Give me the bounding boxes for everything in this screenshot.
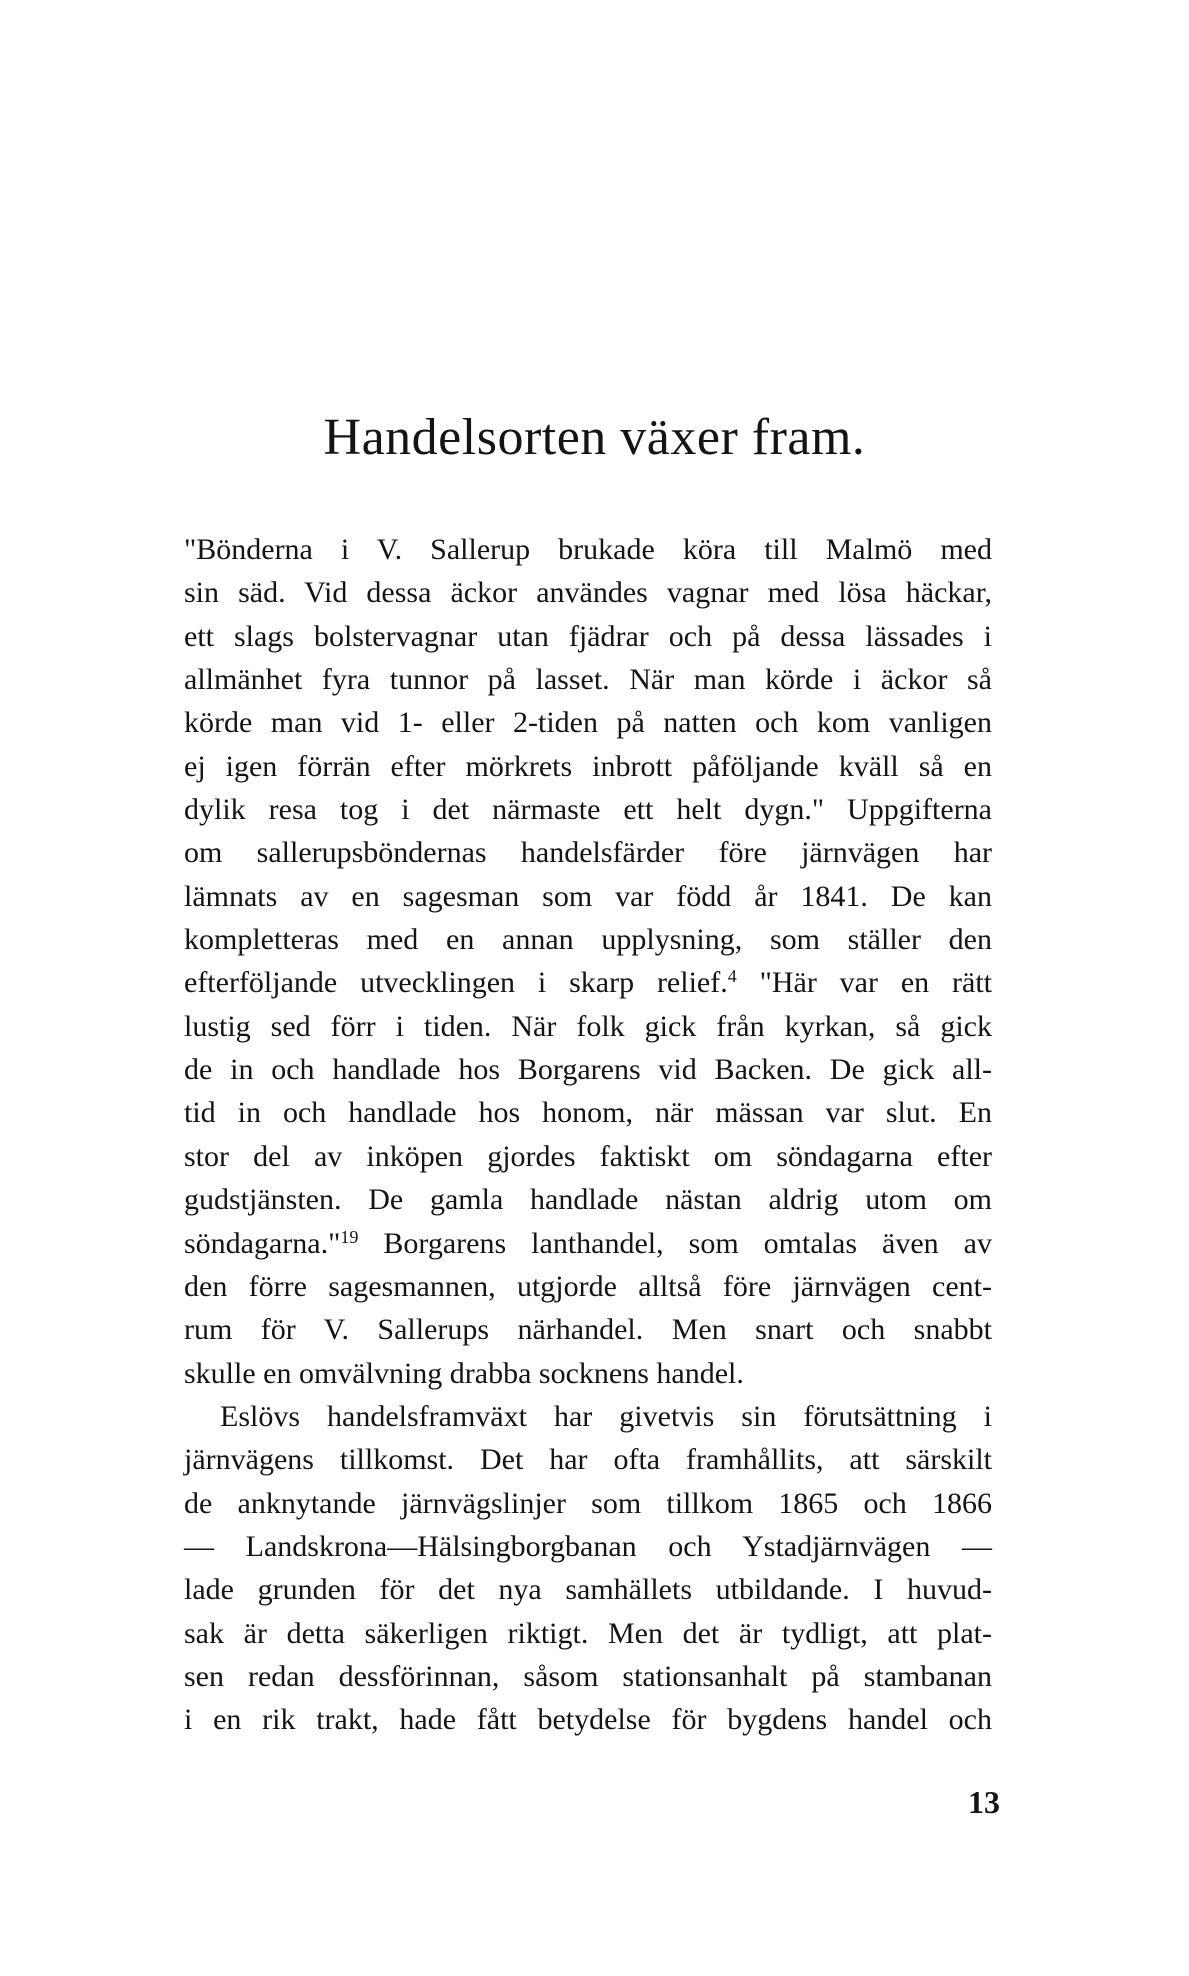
text-line: ett slags bolstervagnar utan fjädrar och på dessa lässades i — [184, 619, 992, 653]
text-line: den förre sagesmannen, utgjorde alltså före järnvägen cent- — [184, 1269, 992, 1303]
text-line: tid in och handlade hos honom, när mässan var slut. En — [184, 1096, 992, 1130]
text-line: i en rik trakt, hade fått betydelse för bygdens handel och — [184, 1703, 992, 1737]
text-line: lustig sed förr i tiden. När folk gick från kyrkan, så gick — [184, 1009, 992, 1043]
text-line: lämnats av en sagesman som var född år 1841. De kan — [184, 879, 992, 913]
text-line: rum för V. Sallerups närhandel. Men snart och snabbt — [184, 1313, 992, 1347]
text-line: järnvägens tillkomst. Det har ofta framhållits, att särskilt — [184, 1443, 992, 1477]
text-segment: Borgarens lanthandel, som omtalas även av — [358, 1226, 992, 1260]
text-line: stor del av inköpen gjordes faktiskt om söndagarna efter — [184, 1139, 992, 1173]
paragraph-2 — [184, 1395, 992, 1742]
body-text — [184, 528, 992, 1742]
chapter-title: Handelsorten växer fram. — [323, 409, 866, 466]
text-line: lade grunden för det nya samhällets utbildande. I huvud- — [184, 1573, 992, 1607]
text-line — [184, 961, 992, 1004]
footnote-marker: 4 — [727, 966, 737, 987]
text-line: kompletteras med en annan upplysning, som ställer den — [184, 923, 992, 957]
footnote-marker: 19 — [340, 1226, 359, 1247]
text-line: "Bönderna i V. Sallerup brukade köra till Malmö med — [184, 533, 992, 566]
text-line: sin säd. Vid dessa äckor användes vagnar med lösa häckar, — [184, 576, 992, 610]
text-line: allmänhet fyra tunnor på lasset. När man körde i äckor så — [184, 663, 992, 697]
text-segment: söndagarna." — [184, 1226, 341, 1260]
page-number: 13 — [968, 1784, 1000, 1820]
text-line: de in och handlade hos Borgarens vid Backen. De gick all- — [184, 1053, 992, 1087]
text-line: sak är detta säkerligen riktigt. Men det är tydligt, att plat- — [184, 1616, 992, 1650]
text-line: skulle en omvälvning drabba socknens handel. — [184, 1356, 744, 1390]
text-line: — Landskrona—Hälsingborgbanan och Ystadjärnvägen — — [184, 1529, 992, 1563]
text-line: de anknytande järnvägslinjer som tillkom 1865 och 1866 — [184, 1486, 992, 1520]
text-line: gudstjänsten. De gamla handlade nästan aldrig utom om — [184, 1183, 992, 1217]
text-line: körde man vid 1- eller 2-tiden på natten och kom vanligen — [184, 706, 992, 740]
text-line: dylik resa tog i det närmaste ett helt dygn." Uppgifterna — [184, 793, 992, 827]
text-line: ej igen förrän efter mörkrets inbrott påföljande kväll så en — [184, 749, 992, 783]
text-line: om sallerupsböndernas handelsfärder före järnvägen har — [184, 836, 992, 870]
text-segment: efterföljande utvecklingen i skarp relief. — [184, 966, 728, 1000]
text-line — [184, 1222, 992, 1265]
paragraph-1 — [184, 528, 992, 1395]
text-line: sen redan dessförinnan, såsom stationsanhalt på stambanan — [184, 1659, 992, 1693]
text-segment: "Här var en rätt — [736, 966, 992, 1000]
text-line: Eslövs handelsframväxt har givetvis sin förutsättning i — [220, 1399, 992, 1433]
